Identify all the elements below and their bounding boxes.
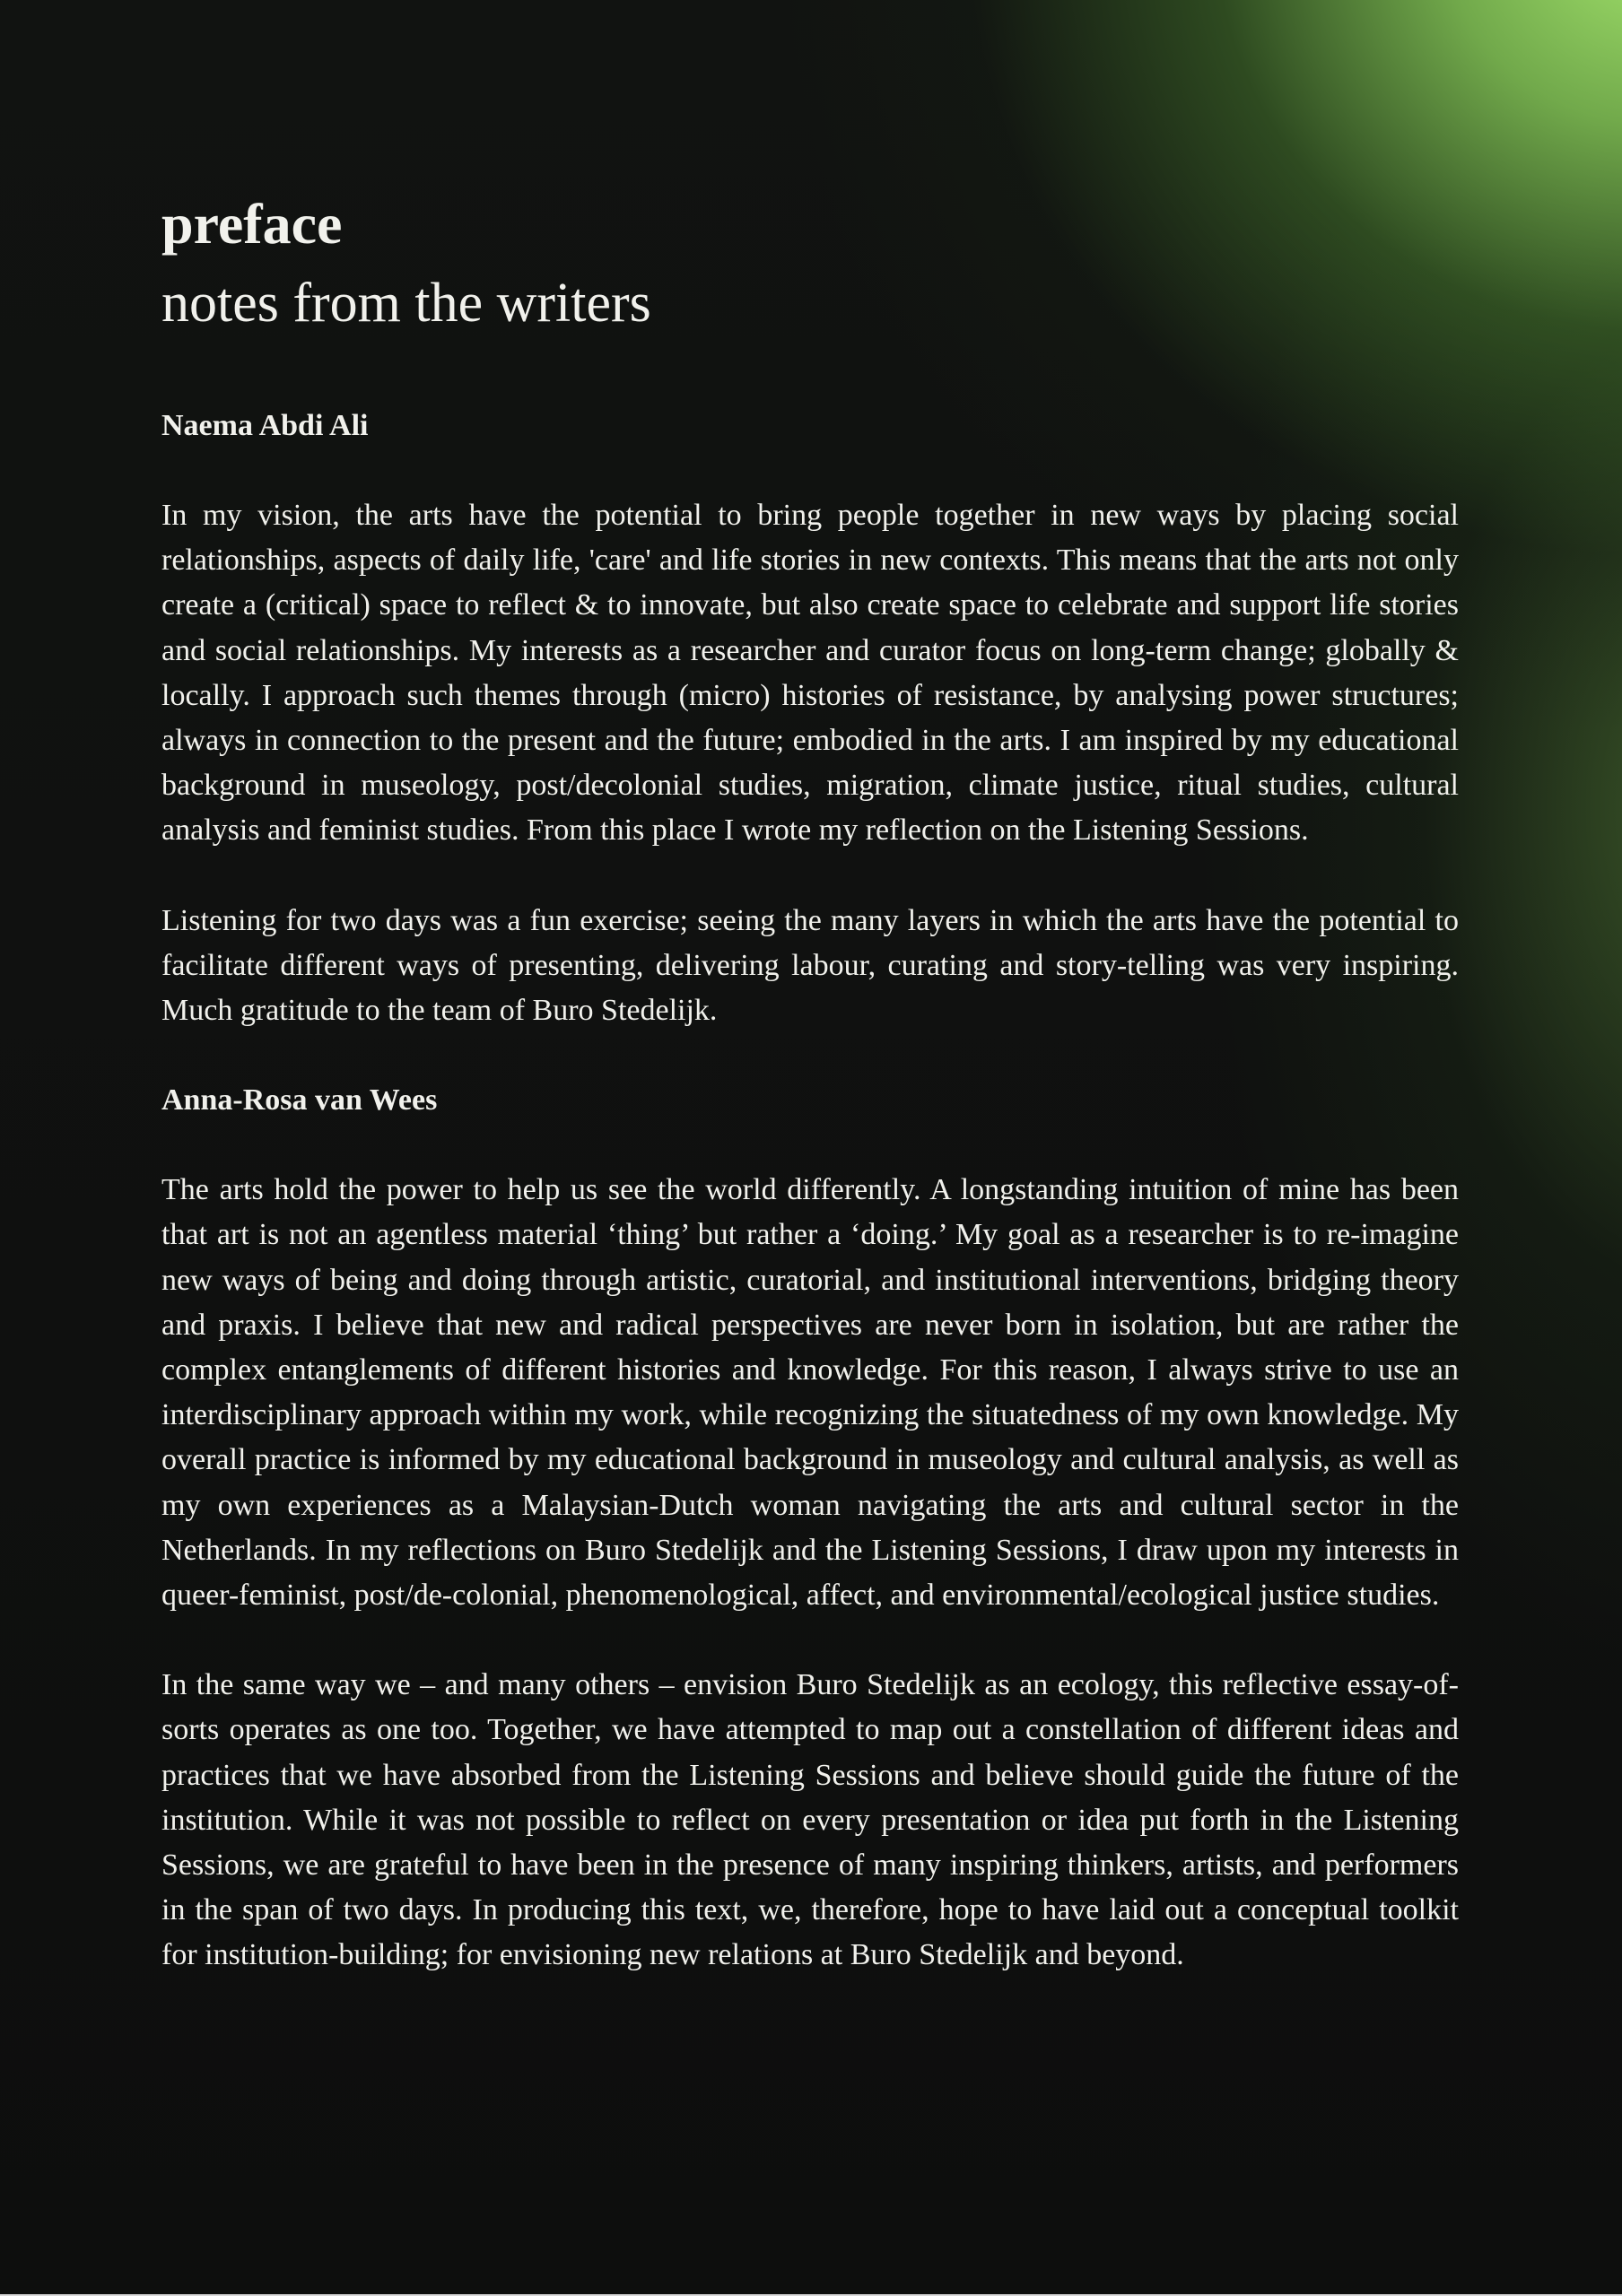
page-subtitle: notes from the writers	[161, 273, 651, 334]
body-paragraph: In my vision, the arts have the potential to bring people together in new ways by placing social relationships, aspects of daily life, 'care' and life stories in new contexts. This means that the arts not only create a (critical) space to reflect & to innovate, but also create space to celebrate and support life stories and social relationships. My interests as a researcher and curator focus on long-term change; globally & locally. I approach such themes through (micro) histories of resistance, by analysing power structures; always in connection to the present and the future; embodied in the arts. I am inspired by my educational background in museology, post/decolonial studies, migration, climate justice, ritual studies, cultural analysis and feminist studies. From this place I wrote my reflection on the Listening Sessions.	[161, 499, 1459, 848]
author-name: Anna-Rosa van Wees	[161, 1083, 438, 1118]
writer-section-anna-rosa	[161, 1078, 1459, 1978]
body-paragraph: Listening for two days was a fun exercise; seeing the many layers in which the arts have the potential to facilitate different ways of presenting, delivering labour, curating and story-telling was very inspiring. Much gratitude to the team of Buro Stedelijk.	[161, 903, 1459, 1028]
writer-section-naema	[161, 404, 1459, 1033]
body-paragraph: The arts hold the power to help us see the world differently. A longstanding intuition of mine has been that art is not an agentless material ‘thing’ but rather a ‘doing.’ My goal as a researcher is to re-imagine new ways of being and doing through artistic, curatorial, and institutional interventions, bridging theory and praxis. I believe that new and radical perspectives are never born in isolation, but are rather the complex entanglements of different histories and knowledge. For this reason, I always strive to use an interdisciplinary approach within my work, while recognizing the situatedness of my own knowledge. My overall practice is informed by my educational background in museology and cultural analysis, as well as my own experiences as a Malaysian-Dutch woman navigating the arts and cultural sector in the Netherlands. In my reflections on Buro Stedelijk and the Listening Sessions, I draw upon my interests in queer-feminist, post/de-colonial, phenomenological, affect, and environmental/ecological justice studies.	[161, 1173, 1459, 1613]
document-page	[161, 188, 1459, 1979]
author-name: Naema Abdi Ali	[161, 409, 369, 442]
body-paragraph: In the same way we – and many others – envision Buro Stedelijk as an ecology, this reflective essay-of-sorts operates as one too. Together, we have attempted to map out a constellation of different ideas and practices that we have absorbed from the Listening Sessions and believe should guide the future of the institution. While it was not possible to reflect on every presentation or idea put forth in the Listening Sessions, we are grateful to have been in the presence of many inspiring thinkers, artists, and performers in the span of two days. In producing this text, we, therefore, hope to have laid out a conceptual toolkit for institution-building; for envisioning new relations at Buro Stedelijk and beyond.	[161, 1668, 1459, 1972]
page-title: preface	[161, 192, 343, 256]
